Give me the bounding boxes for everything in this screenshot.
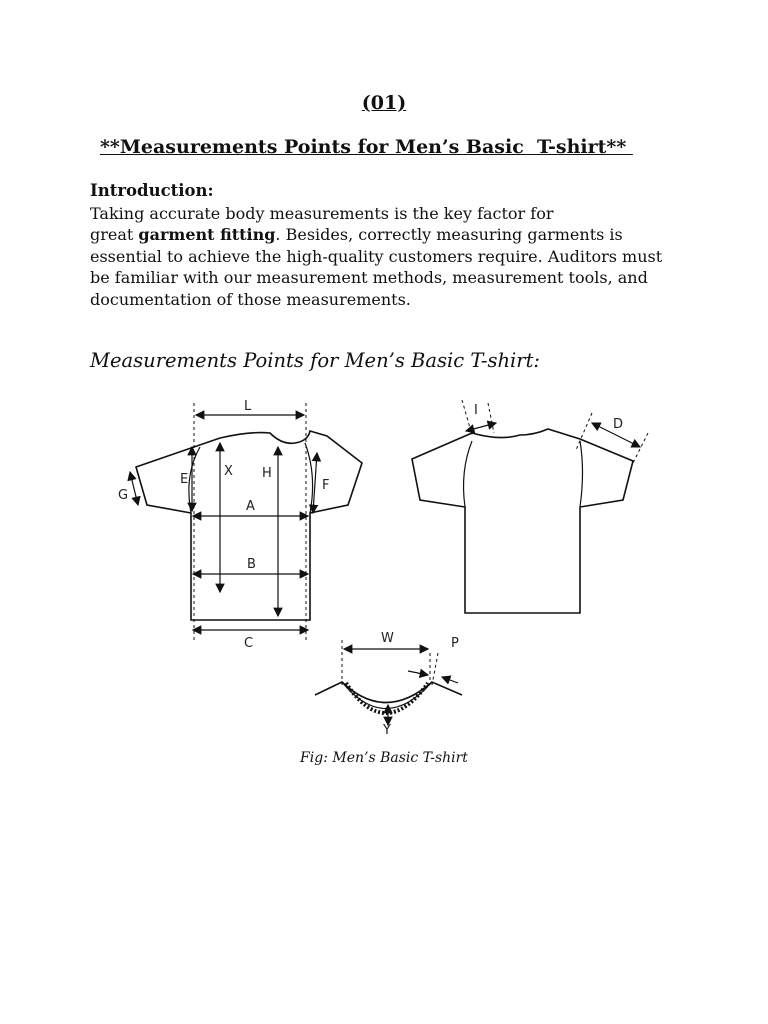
intro-line-2-end: . Besides, correctly measuring garments is (275, 225, 623, 244)
label-L: L (244, 399, 252, 414)
label-G: G (118, 488, 129, 503)
label-I: I (474, 403, 478, 418)
label-X: X (224, 464, 233, 479)
intro-line-2-start: great (90, 225, 139, 244)
label-H: H (262, 466, 272, 481)
label-E: E (180, 472, 189, 487)
section-heading: Measurements Points for Men’s Basic T-shirt: (90, 349, 540, 372)
label-Y: Y (383, 723, 391, 738)
label-A: A (246, 499, 255, 514)
back-tshirt-outline (412, 429, 633, 613)
intro-line-2 (90, 224, 690, 246)
label-W: W (381, 631, 394, 646)
label-B: B (247, 557, 256, 572)
introduction-section (90, 180, 690, 310)
label-F: F (322, 478, 330, 493)
intro-line-1: Taking accurate body measurements is the key factor for (90, 203, 554, 223)
figure-caption: Fig: Men’s Basic T-shirt (300, 750, 468, 766)
label-D: D (613, 417, 624, 432)
label-P: P (451, 636, 459, 651)
neck-rib-outline (315, 682, 462, 703)
intro-line-3: essential to achieve the high-quality customers require. Auditors must (90, 246, 663, 266)
front-tshirt-outline (136, 431, 362, 620)
intro-line-4: be familiar with our measurement methods, measurement tools, and (90, 268, 648, 287)
label-C: C (244, 636, 254, 651)
tshirt-measurement-diagram (110, 395, 670, 740)
introduction-heading: Introduction: (90, 181, 214, 200)
intro-line-5: documentation of those measurements. (90, 289, 411, 309)
page-number: (01) (361, 92, 407, 114)
document-title: **Measurements Points for Men’s Basic T-shirt** (100, 136, 633, 158)
garment-fitting-bold: garment fitting (138, 225, 276, 244)
